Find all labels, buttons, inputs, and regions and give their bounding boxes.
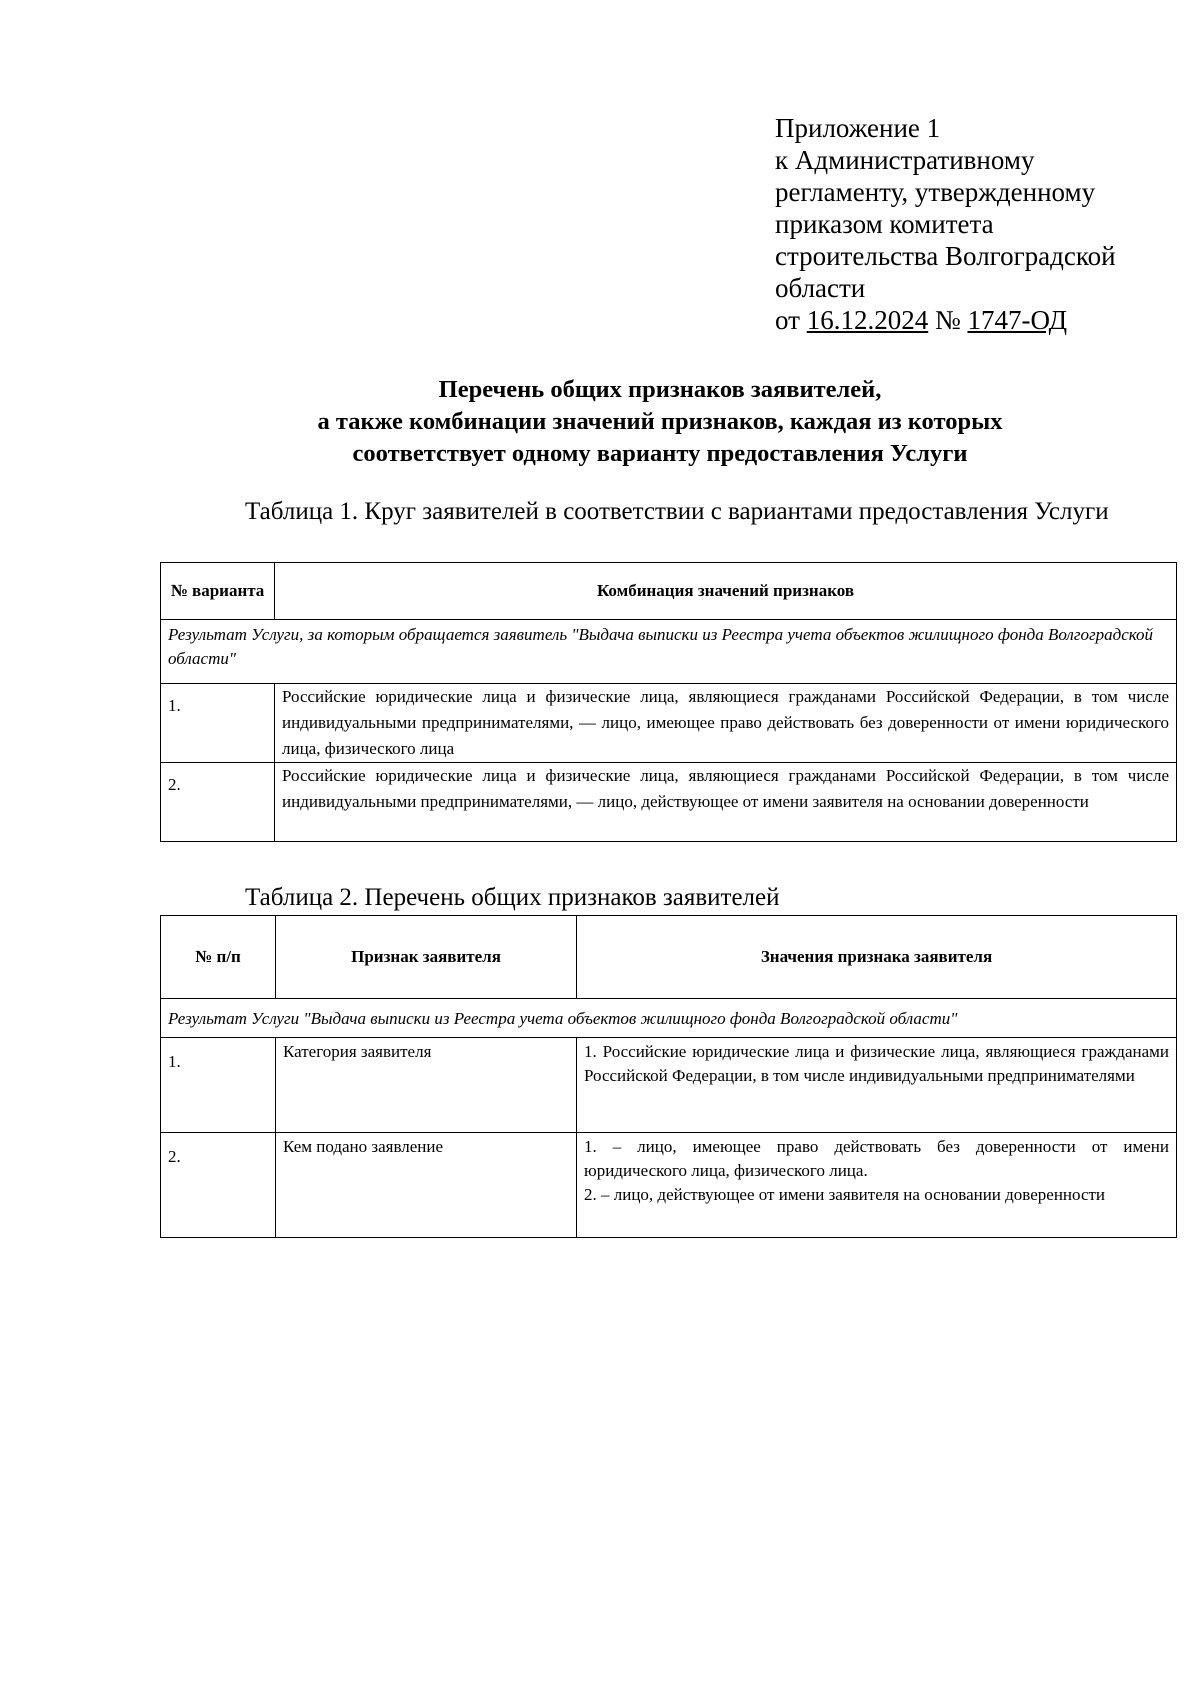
table2-value-item: 2. – лицо, действующее от имени заявителя на основании доверенности — [584, 1185, 1106, 1204]
table2 — [160, 915, 1177, 1238]
appendix-line: Приложение 1 — [775, 113, 941, 143]
order-number: 1747-ОД — [967, 305, 1068, 335]
table2-row-sign: Категория заявителя — [276, 1038, 577, 1133]
table1-row-text: Российские юридические лица и физические лица, являющиеся гражданами Российской Федерации, в том числе индивидуальными предпринимателями, — лицо, имеющее право действовать без доверенности от имени юридического лица, физического лица — [275, 684, 1177, 763]
table2-header-values: Значения признака заявителя — [577, 916, 1177, 999]
appendix-line: регламенту, утвержденному — [775, 177, 1096, 207]
table2-value-item: 1. Российские юридические лица и физические лица, являющиеся гражданами Российской Федерации, в том числе индивидуальными предпринимателями — [584, 1042, 1169, 1085]
table1 — [160, 562, 1177, 842]
table1-row-num: 2. — [161, 763, 275, 842]
table2-row-values — [577, 1038, 1177, 1133]
appendix-date-line — [775, 304, 1175, 336]
order-date: 16.12.2024 — [806, 305, 929, 335]
title-line: соответствует одному варианту предоставления Услуги — [352, 440, 968, 467]
table-row — [161, 1038, 1177, 1133]
table1-header-row — [161, 563, 1177, 620]
appendix-block — [775, 112, 1175, 336]
table-row — [161, 1133, 1177, 1238]
table1-row-text: Российские юридические лица и физические лица, являющиеся гражданами Российской Федерации, в том числе индивидуальными предпринимателями, — лицо, действующее от имени заявителя на основании доверенности — [275, 763, 1177, 842]
table2-result-row — [161, 999, 1177, 1038]
table2-header-sign: Признак заявителя — [276, 916, 577, 999]
table2-caption: Таблица 2. Перечень общих признаков заявителей — [245, 884, 780, 911]
appendix-line: приказом комитета — [775, 209, 994, 239]
table1-header-combination: Комбинация значений признаков — [275, 563, 1177, 620]
table2-header-row — [161, 916, 1177, 999]
number-prefix: № — [934, 305, 961, 335]
table1-header-num: № варианта — [161, 563, 275, 620]
table2-result-cell: Результат Услуги "Выдача выписки из Реестра учета объектов жилищного фонда Волгоградской области" — [161, 999, 1177, 1038]
table1-result-row — [161, 620, 1177, 684]
title-line: а также комбинации значений признаков, каждая из которых — [317, 408, 1003, 435]
appendix-line: строительства Волгоградской — [775, 241, 1116, 271]
table1-result-cell: Результат Услуги, за которым обращается заявитель "Выдача выписки из Реестра учета объектов жилищного фонда Волгоградской области" — [161, 620, 1177, 684]
table1-caption: Таблица 1. Круг заявителей в соответствии с вариантами предоставления Услуги — [245, 498, 1109, 525]
table2-header-num: № п/п — [161, 916, 276, 999]
table2-value-item: 1. – лицо, имеющее право действовать без доверенности от имени юридического лица, физического лица. — [584, 1137, 1169, 1180]
table2-row-values — [577, 1133, 1177, 1238]
table2-row-num: 2. — [161, 1133, 276, 1238]
appendix-line: области — [775, 273, 866, 303]
table-row — [161, 684, 1177, 763]
table-row — [161, 763, 1177, 842]
date-prefix: от — [775, 305, 800, 335]
title-line: Перечень общих признаков заявителей, — [438, 376, 882, 403]
table1-row-num: 1. — [161, 684, 275, 763]
table2-row-num: 1. — [161, 1038, 276, 1133]
document-title — [160, 374, 1160, 470]
appendix-line: к Административному — [775, 145, 1035, 175]
table2-row-sign: Кем подано заявление — [276, 1133, 577, 1238]
